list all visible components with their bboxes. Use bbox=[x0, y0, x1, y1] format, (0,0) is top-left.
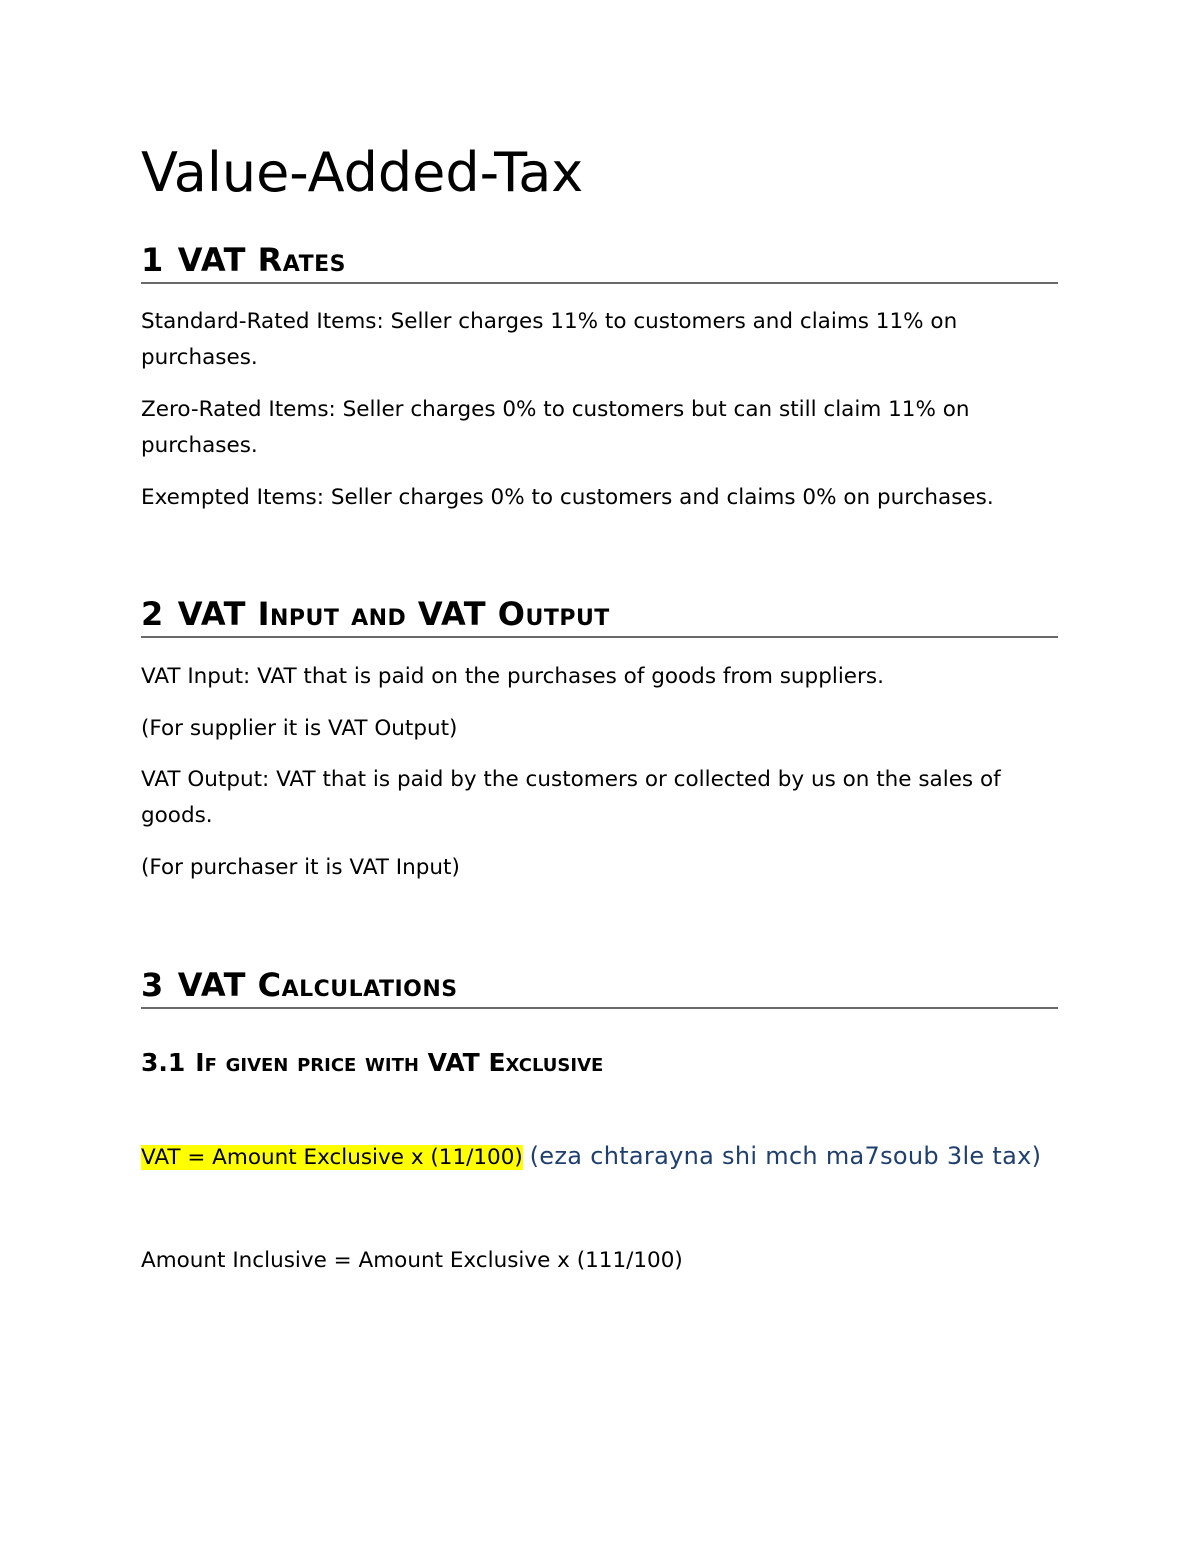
paragraph-vat-input: VAT Input: VAT that is paid on the purchases of goods from suppliers. bbox=[141, 664, 884, 689]
paragraph-vat-output: VAT Output: VAT that is paid by the customers or collected by us on the sales of goods. bbox=[141, 767, 1001, 828]
paragraph-zero-rated: Zero-Rated Items: Seller charges 0% to customers but can still claim 11% on purchases. bbox=[141, 397, 970, 458]
paragraph-standard-rated: Standard-Rated Items: Seller charges 11% to customers and claims 11% on purchases. bbox=[141, 309, 958, 370]
section-title: VAT Rates bbox=[177, 241, 346, 279]
paragraph-exempted: Exempted Items: Seller charges 0% to customers and claims 0% on purchases. bbox=[141, 485, 994, 510]
paragraph-supplier-note: (For supplier it is VAT Output) bbox=[141, 716, 458, 741]
section-heading-vat-input-output bbox=[141, 594, 1058, 638]
subsection-title: If given price with VAT Exclusive bbox=[195, 1048, 604, 1077]
section-heading-vat-calculations bbox=[141, 965, 1058, 1009]
section-title: VAT Calculations bbox=[177, 966, 458, 1004]
highlighted-formula: VAT = Amount Exclusive x (11/100) bbox=[141, 1145, 523, 1170]
formula-note: (eza chtarayna shi mch ma7soub 3le tax) bbox=[529, 1142, 1042, 1170]
subsection-number: 3.1 bbox=[141, 1048, 186, 1077]
section-title: VAT Input and VAT Output bbox=[177, 595, 610, 633]
section-number: 1 bbox=[141, 241, 164, 279]
formula-amount-inclusive: Amount Inclusive = Amount Exclusive x (111/100) bbox=[141, 1248, 683, 1273]
formula-vat bbox=[141, 1138, 1141, 1176]
paragraph-purchaser-note: (For purchaser it is VAT Input) bbox=[141, 855, 460, 880]
section-heading-vat-rates bbox=[141, 240, 1058, 284]
section-number: 2 bbox=[141, 595, 164, 633]
subsection-heading-vat-exclusive bbox=[141, 1047, 603, 1079]
document-title: Value-Added-Tax bbox=[141, 141, 584, 204]
section-number: 3 bbox=[141, 966, 164, 1004]
